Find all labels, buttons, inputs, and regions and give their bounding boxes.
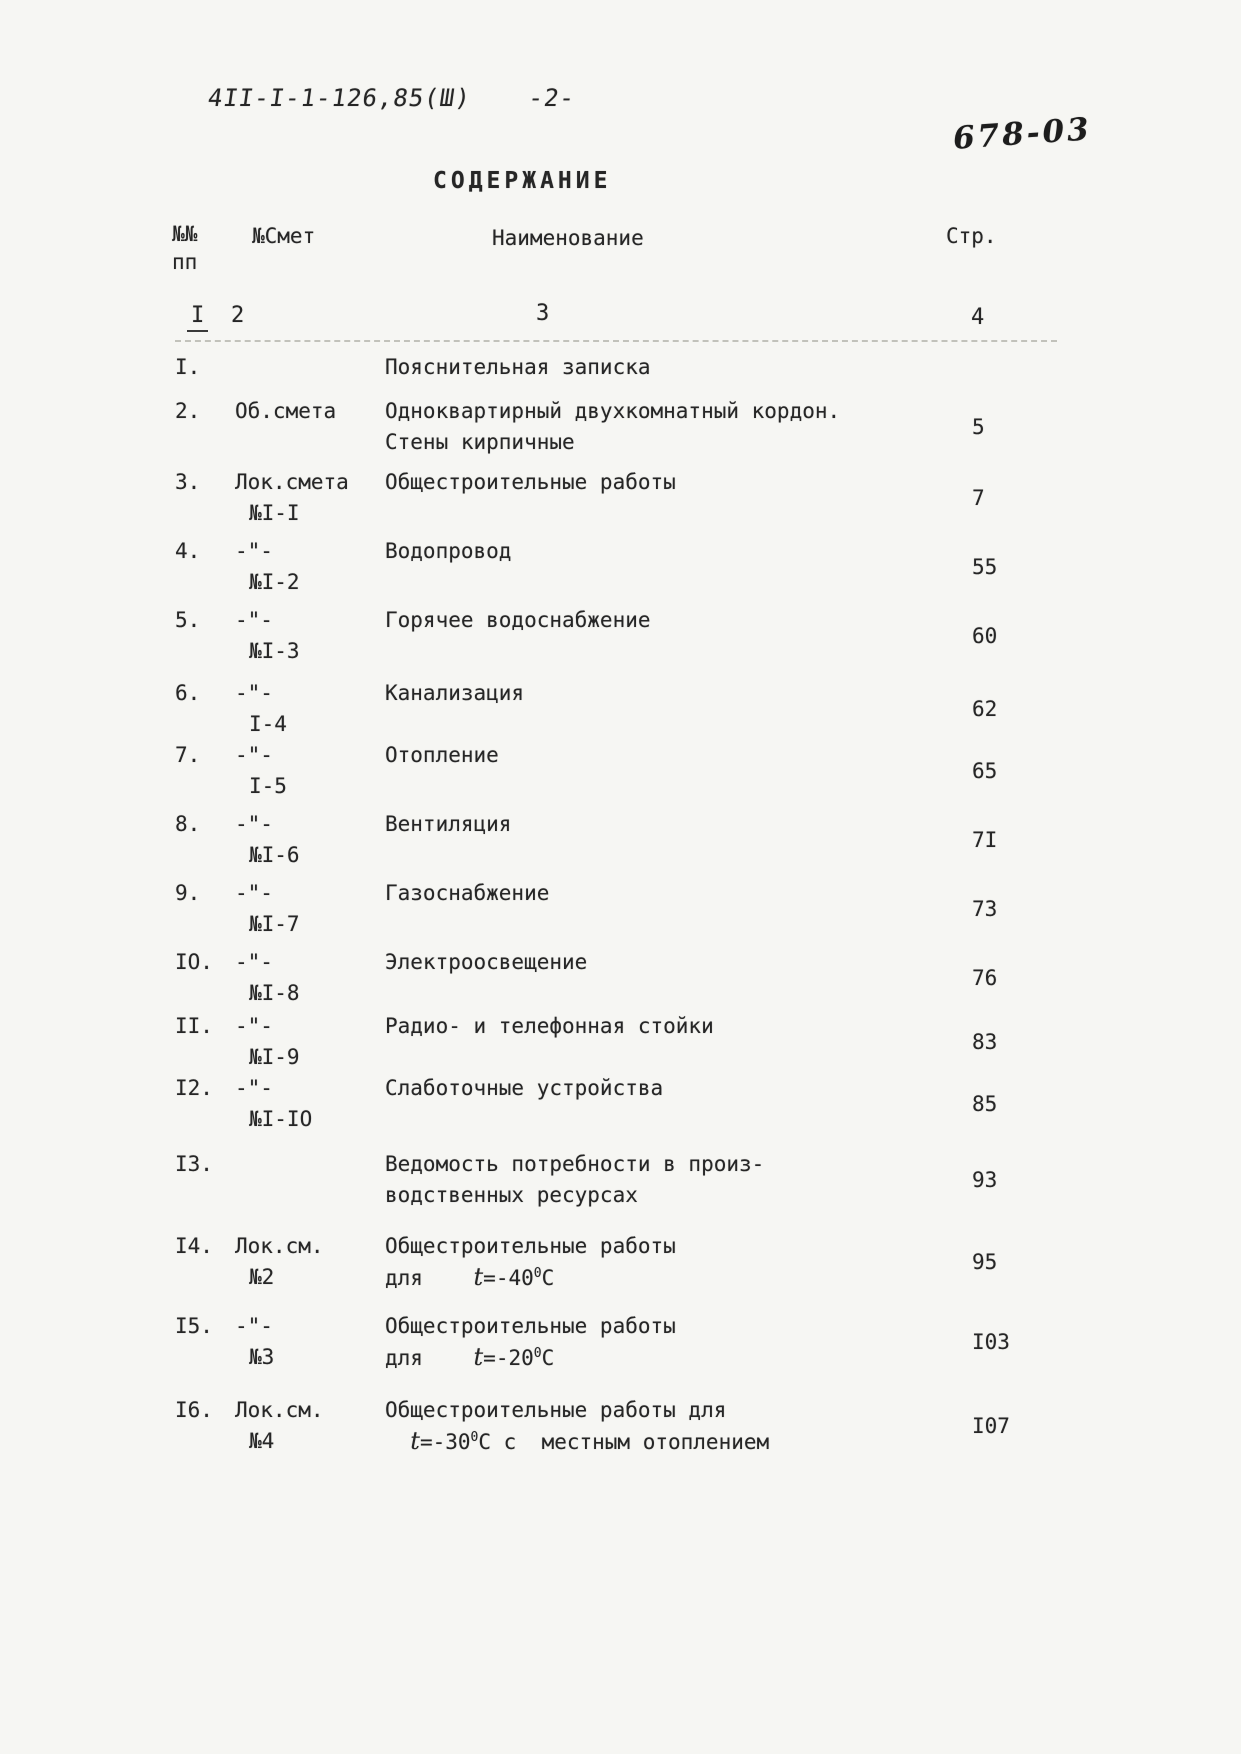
row-page: 73 xyxy=(972,896,998,921)
row-smeta-number: №I-2 xyxy=(249,570,300,594)
row-name: Канализация xyxy=(385,681,525,705)
row-number: 6. xyxy=(175,681,201,705)
row-number: IO. xyxy=(175,950,213,974)
row-page: I07 xyxy=(972,1414,1010,1438)
row-name: Общестроительные работы xyxy=(385,470,676,494)
toc-table xyxy=(175,352,1075,1465)
row-smeta-number: №4 xyxy=(249,1429,275,1453)
row-smeta: Лок.смета №I-I xyxy=(235,467,385,529)
temperature-variable: t xyxy=(410,1427,420,1455)
table-row xyxy=(175,1011,1075,1073)
row-number: I. xyxy=(175,355,201,379)
row-number: 5. xyxy=(175,608,201,632)
row-number: 7. xyxy=(175,743,201,767)
row-number: I6. xyxy=(175,1398,213,1422)
row-page: 5 xyxy=(972,414,985,439)
col-header-page: Стр. xyxy=(946,224,997,248)
row-smeta: -"- №I-9 xyxy=(235,1011,385,1073)
row-page: 7I xyxy=(972,827,998,852)
table-row xyxy=(175,396,1075,458)
row-smeta: Об.смета xyxy=(235,399,337,423)
row-smeta: -"- №3 xyxy=(235,1311,385,1373)
col-header-num2: пп xyxy=(172,250,198,274)
row-page: 83 xyxy=(972,1029,998,1054)
row-number: 4. xyxy=(175,539,201,563)
row-number: I5. xyxy=(175,1314,213,1338)
row-name: Горячее водоснабжение xyxy=(385,608,651,632)
row-smeta: Лок.см. №2 xyxy=(235,1231,385,1293)
table-row xyxy=(175,809,1075,871)
table-row xyxy=(175,1073,1075,1135)
row-smeta: -"- №I-3 xyxy=(235,605,385,667)
row-smeta: Лок.см. №4 xyxy=(235,1395,385,1457)
row-page: 60 xyxy=(972,623,998,648)
row-name: Радио- и телефонная стойки xyxy=(385,1014,714,1038)
row-page: 95 xyxy=(972,1250,998,1274)
row-smeta-number: №I-I xyxy=(249,501,300,525)
row-name: Общестроительные работы для $t=-20^0С$ xyxy=(385,1314,676,1371)
row-page: 76 xyxy=(972,965,998,990)
header-divider xyxy=(175,340,1057,342)
row-page: 65 xyxy=(972,758,998,783)
table-row xyxy=(175,1395,1075,1458)
table-row xyxy=(175,1311,1075,1374)
row-smeta-number: №I-IO xyxy=(249,1107,313,1131)
temperature-variable: t xyxy=(473,1343,484,1371)
col-header-num: №№ xyxy=(172,222,198,246)
row-number: II. xyxy=(175,1014,213,1038)
table-row xyxy=(175,605,1075,667)
row-name: Вентиляция xyxy=(385,812,512,836)
row-page: 55 xyxy=(972,554,998,579)
row-number: 8. xyxy=(175,812,201,836)
row-smeta-number: №2 xyxy=(249,1265,275,1289)
page-title: СОДЕРЖАНИЕ xyxy=(433,168,612,194)
row-smeta: -"- №I-7 xyxy=(235,878,385,940)
row-name: Электроосвещение xyxy=(385,950,588,974)
row-smeta-number: №I-6 xyxy=(249,843,300,867)
table-row xyxy=(175,467,1075,529)
table-row xyxy=(175,878,1075,940)
col-header-smeta: №Смет xyxy=(252,224,316,248)
row-name: Водопровод xyxy=(385,539,512,563)
row-name: Пояснительная записка xyxy=(385,355,651,379)
row-page: I03 xyxy=(972,1330,1010,1354)
row-name: Отопление xyxy=(385,743,499,767)
doc-code-text: 4II-I-1-126,85(Ш) xyxy=(206,84,473,112)
row-smeta: -"- №I-6 xyxy=(235,809,385,871)
row-number: I4. xyxy=(175,1234,213,1258)
row-smeta-number: №I-3 xyxy=(249,639,300,663)
doc-code xyxy=(206,84,577,112)
row-number: 2. xyxy=(175,399,201,423)
row-smeta-number: №I-7 xyxy=(249,912,300,936)
row-smeta: -"- №I-IO xyxy=(235,1073,385,1135)
row-smeta-number: №3 xyxy=(249,1345,275,1369)
row-page: 62 xyxy=(972,696,998,721)
row-smeta-number: I-5 xyxy=(249,774,287,798)
row-number: 3. xyxy=(175,470,201,494)
row-name: Ведомость потребности в произ- водственных ресурсах xyxy=(385,1152,765,1207)
table-row xyxy=(175,352,1075,383)
row-number: 9. xyxy=(175,881,201,905)
col-index-3: 3 xyxy=(536,301,550,326)
temperature-variable: t xyxy=(473,1263,484,1291)
table-row xyxy=(175,536,1075,598)
col-index-4: 4 xyxy=(971,305,985,330)
row-number: I3. xyxy=(175,1152,213,1176)
handwritten-number: 678-03 xyxy=(951,111,1093,157)
col-index-2: 2 xyxy=(231,303,245,328)
row-smeta: -"- I-5 xyxy=(235,740,385,802)
row-smeta-number: №I-8 xyxy=(249,981,300,1005)
row-name: Общестроительные работы для $t=-40^0С$ xyxy=(385,1234,676,1291)
col-header-name: Наименование xyxy=(492,226,644,250)
row-smeta: -"- №I-2 xyxy=(235,536,385,598)
col-index-1: I xyxy=(187,303,208,332)
row-smeta-number: №I-9 xyxy=(249,1045,300,1069)
row-name: Одноквартирный двухкомнатный кордон. Стены кирпичные xyxy=(385,399,841,454)
table-row xyxy=(175,1149,1075,1211)
row-name: Газоснабжение xyxy=(385,881,550,905)
row-page: 85 xyxy=(972,1091,998,1116)
sheet-marker: -2- xyxy=(526,84,577,112)
table-row xyxy=(175,678,1075,740)
row-page: 93 xyxy=(972,1167,998,1192)
table-row xyxy=(175,1231,1075,1294)
row-name: Слаботочные устройства xyxy=(385,1076,664,1100)
row-number: I2. xyxy=(175,1076,213,1100)
table-row xyxy=(175,947,1075,1009)
row-page: 7 xyxy=(972,485,985,510)
table-row xyxy=(175,740,1075,802)
row-smeta: -"- I-4 xyxy=(235,678,385,740)
row-name: Общестроительные работы для $t=-30^0С$ с местным отоплением xyxy=(385,1398,770,1455)
row-smeta: -"- №I-8 xyxy=(235,947,385,1009)
row-smeta-number: I-4 xyxy=(249,712,287,736)
